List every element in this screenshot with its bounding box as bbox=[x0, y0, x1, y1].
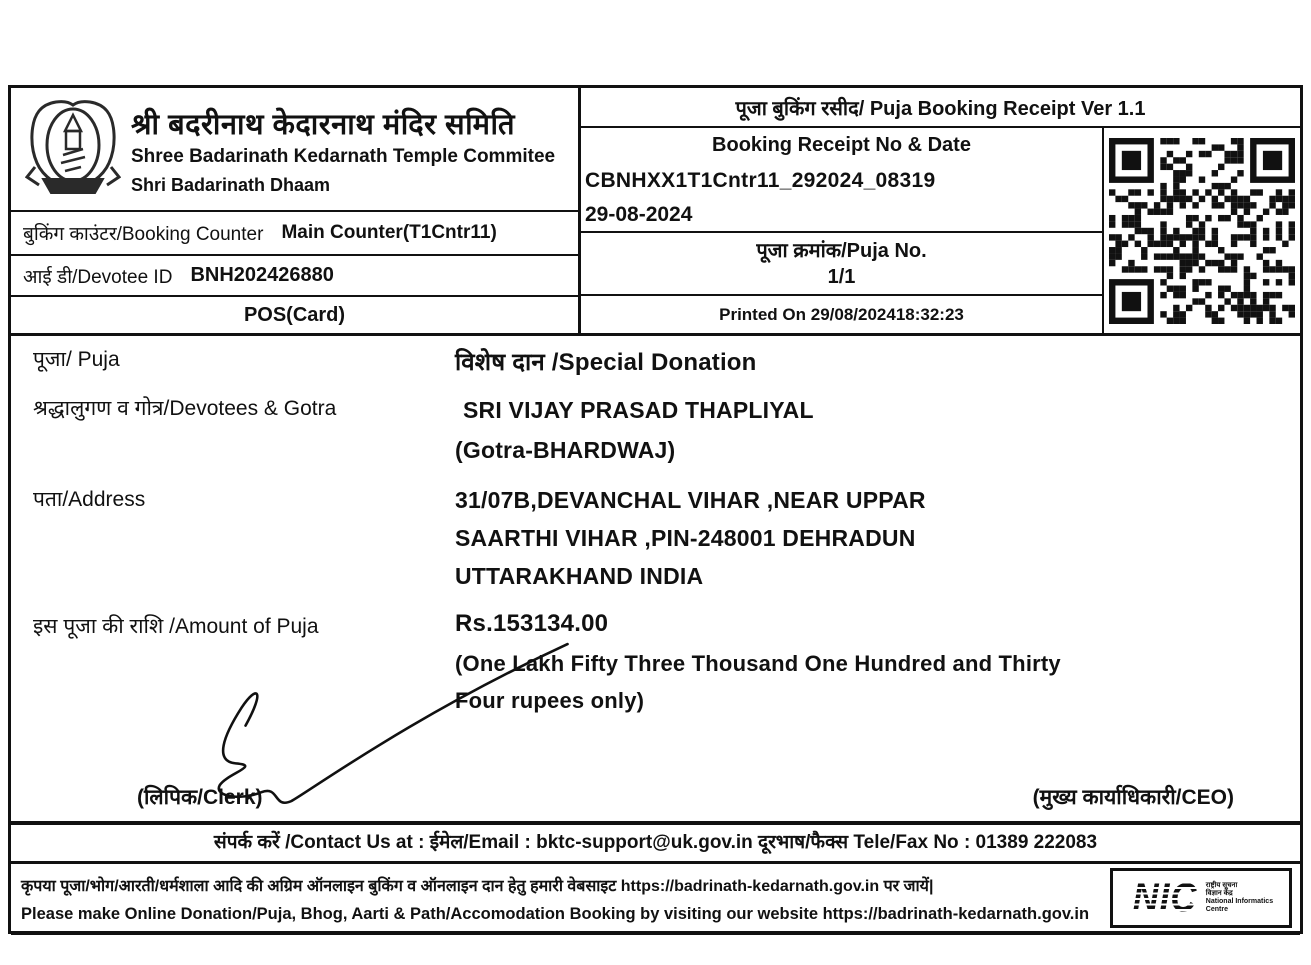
qr-code-icon bbox=[1109, 136, 1295, 326]
nic-tagline: राष्ट्रीय सूचना विज्ञान केंद्र National Informatics Centre bbox=[1205, 882, 1274, 913]
nic-wordmark: NIC bbox=[1132, 876, 1198, 920]
ceo-label: (मुख्य कार्याधिकारी/CEO) bbox=[1032, 786, 1234, 809]
devotees-gotra-label: श्रद्धालुगण व गोत्र/Devotees & Gotra bbox=[33, 397, 337, 420]
devotee-id-row bbox=[11, 254, 578, 295]
receipt-meta-column bbox=[581, 88, 1300, 333]
org-identity bbox=[11, 88, 578, 210]
devotee-id-value: BNH202426880 bbox=[190, 264, 334, 286]
address-line-2: SAARTHI VIHAR ,PIN-248001 DEHRADUN bbox=[455, 525, 916, 551]
payment-mode-value: POS(Card) bbox=[243, 303, 346, 326]
receipt-title: पूजा बुकिंग रसीद/ Puja Booking Receipt Ver 1.1 bbox=[581, 88, 1300, 128]
amount-label: इस पूजा की राशि /Amount of Puja bbox=[33, 615, 319, 638]
nic-logo bbox=[1110, 868, 1292, 928]
org-title-english: Shree Badarinath Kedarnath Temple Commitee bbox=[131, 146, 556, 167]
footer-line-hindi: कृपया पूजा/भोग/आरती/धर्मशाला आदि की अग्रिम ऑनलाइन बुकिंग व ऑनलाइन दान हेतु हमारी वेबसाइट https://badrinath-kedarnath.gov.in पर जायें| bbox=[21, 877, 934, 895]
puja-booking-receipt bbox=[8, 85, 1303, 934]
payment-mode-row bbox=[11, 295, 578, 333]
devotee-name: SRI VIJAY PRASAD THAPLIYAL bbox=[463, 397, 814, 423]
org-subtitle: Shri Badarinath Dhaam bbox=[131, 175, 331, 195]
temple-emblem-icon bbox=[25, 97, 121, 203]
footer-line-english: Please make Online Donation/Puja, Bhog, Aarti & Path/Accomodation Booking by visiting our website https://badrinath-kedarnath.gov.in bbox=[21, 904, 1090, 923]
address-line-1: 31/07B,DEVANCHAL VIHAR ,NEAR UPPAR bbox=[455, 487, 926, 513]
amount-value: Rs.153134.00 bbox=[455, 610, 609, 637]
printed-on: Printed On 29/08/202418:32:23 bbox=[719, 304, 964, 324]
booking-receipt-label: Booking Receipt No & Date bbox=[712, 133, 971, 156]
booking-counter-value: Main Counter(T1Cntr11) bbox=[281, 222, 497, 243]
amount-words-line-1: (One Lakh Fifty Three Thousand One Hundred and Thirty bbox=[455, 651, 1061, 676]
devotee-gotra: (Gotra-BHARDWAJ) bbox=[455, 437, 676, 463]
qr-code bbox=[1102, 128, 1300, 333]
puja-no-label: पूजा क्रमांक/Puja No. bbox=[756, 240, 927, 262]
puja-label: पूजा/ Puja bbox=[33, 348, 120, 371]
footer-box bbox=[11, 861, 1300, 935]
puja-value: विशेष दान /Special Donation bbox=[455, 349, 757, 376]
receipt-body bbox=[11, 333, 1300, 821]
receipt-header bbox=[11, 88, 1300, 333]
address-label: पता/Address bbox=[33, 488, 146, 511]
booking-receipt-date: 29-08-2024 bbox=[581, 199, 1102, 233]
address-line-3: UTTARAKHAND INDIA bbox=[455, 563, 704, 589]
org-title-hindi: श्री बदरीनाथ केदारनाथ मंदिर समिति bbox=[131, 109, 516, 141]
booking-counter-label: बुकिंग काउंटर/Booking Counter bbox=[23, 224, 264, 245]
booking-counter-row bbox=[11, 210, 578, 254]
clerk-label: (लिपिक/Clerk) bbox=[137, 786, 263, 809]
amount-words-line-2: Four rupees only) bbox=[455, 688, 645, 713]
devotee-id-label: आई डी/Devotee ID bbox=[23, 266, 173, 288]
org-names bbox=[121, 104, 568, 196]
booking-receipt-number: CBNHXX1T1Cntr11_292024_08319 bbox=[585, 168, 936, 192]
org-column bbox=[11, 88, 581, 333]
contact-row: संपर्क करें /Contact Us at : ईमेल/Email : bktc-support@uk.gov.in दूरभाष/फैक्स Tele/Fax No : 01389 222083 bbox=[11, 821, 1300, 857]
booking-details bbox=[581, 128, 1102, 333]
puja-no-value: 1/1 bbox=[581, 266, 1102, 296]
footer-text bbox=[11, 864, 1108, 932]
